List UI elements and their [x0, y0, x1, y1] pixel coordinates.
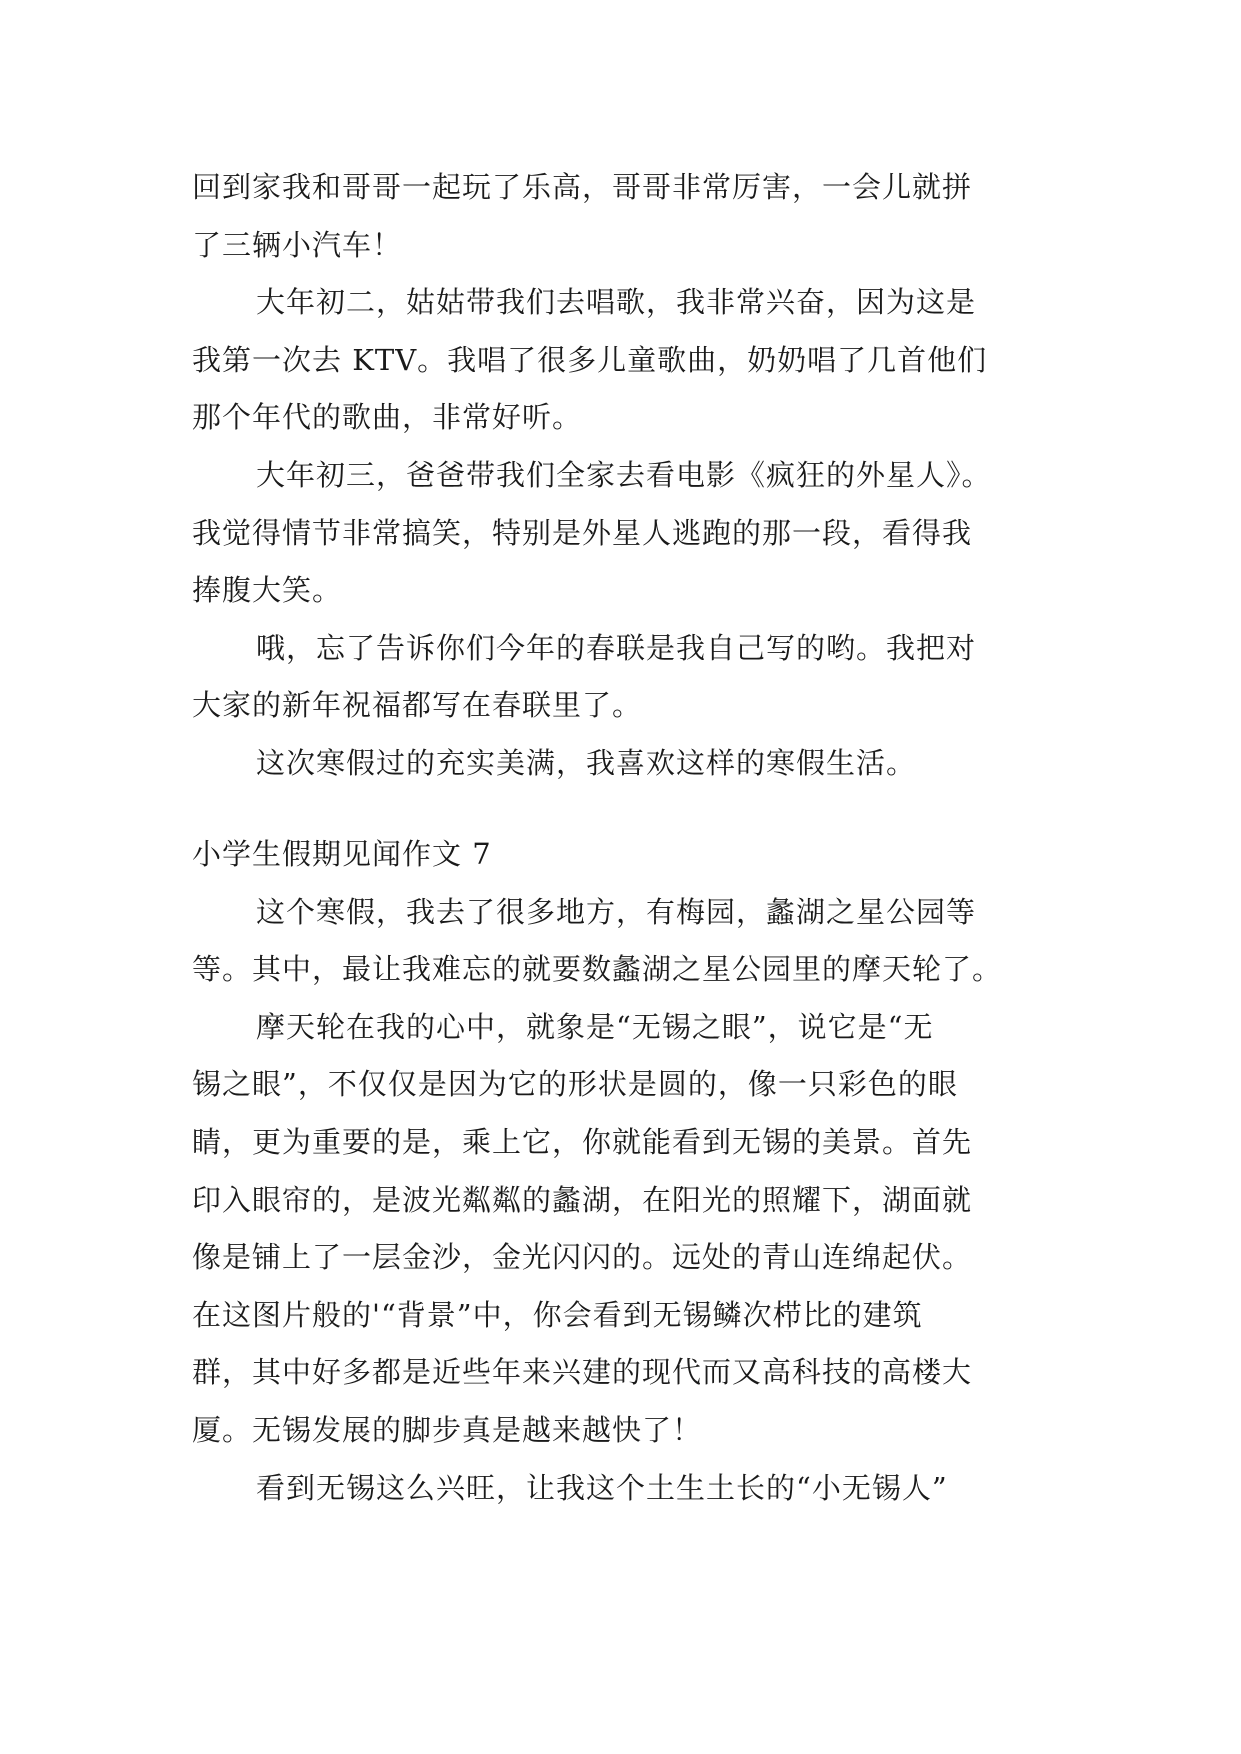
- text-line: 回到家我和哥哥一起玩了乐高，哥哥非常厉害，一会儿就拼: [192, 170, 973, 204]
- text-line: 像是铺上了一层金沙，金光闪闪的。远处的青山连绵起伏。: [192, 1240, 973, 1275]
- text-line: 在这图片般的'“背景”中，你会看到无锡鳞次栉比的建筑: [192, 1297, 923, 1332]
- text-line: 大家的新年祝福都写在春联里了。: [192, 688, 643, 723]
- paragraph-start: 大年初三，爸爸带我们全家去看电影《疯狂的外星人》。: [256, 457, 992, 492]
- text-line: 那个年代的歌曲，非常好听。: [192, 400, 583, 435]
- paragraph-start: 哦，忘了告诉你们今年的春联是我自己写的哟。我把对: [256, 630, 977, 665]
- text-line: 我第一次去 KTV。我唱了很多儿童歌曲，奶奶唱了几首他们: [192, 342, 988, 377]
- text-line: 捧腹大笑。: [192, 573, 343, 608]
- paragraph-start: 看到无锡这么兴旺，让我这个土生土长的“小无锡人”: [256, 1470, 948, 1505]
- text-line: 睛，更为重要的是，乘上它，你就能看到无锡的美景。首先: [192, 1124, 973, 1159]
- essay-7: [192, 826, 1062, 1517]
- paragraph-start: 这次寒假过的充实美满，我喜欢这样的寒假生活。: [256, 745, 917, 780]
- text-line: 锡之眼”，不仅仅是因为它的形状是圆的，像一只彩色的眼: [192, 1067, 958, 1102]
- text-line: 厦。无锡发展的脚步真是越来越快了！: [192, 1412, 703, 1447]
- text-line: 了三辆小汽车！: [192, 227, 403, 262]
- paragraph-start: 这个寒假，我去了很多地方，有梅园，蠡湖之星公园等: [256, 894, 977, 929]
- paragraph-start: 大年初二，姑姑带我们去唱歌，我非常兴奋，因为这是: [256, 285, 977, 320]
- essay-continuation: [192, 159, 1062, 793]
- text-line: 等。其中，最让我难忘的就要数蠡湖之星公园里的摩天轮了。: [192, 952, 1003, 987]
- text-line: 印入眼帘的，是波光粼粼的蠡湖，在阳光的照耀下，湖面就: [192, 1182, 973, 1217]
- text-line: 我觉得情节非常搞笑，特别是外星人逃跑的那一段，看得我: [192, 515, 973, 550]
- paragraph-start: 摩天轮在我的心中，就象是“无锡之眼”，说它是“无: [256, 1009, 934, 1044]
- text-line: 群，其中好多都是近些年来兴建的现代而又高科技的高楼大: [192, 1355, 973, 1390]
- essay-title: 小学生假期见闻作文 7: [192, 837, 492, 871]
